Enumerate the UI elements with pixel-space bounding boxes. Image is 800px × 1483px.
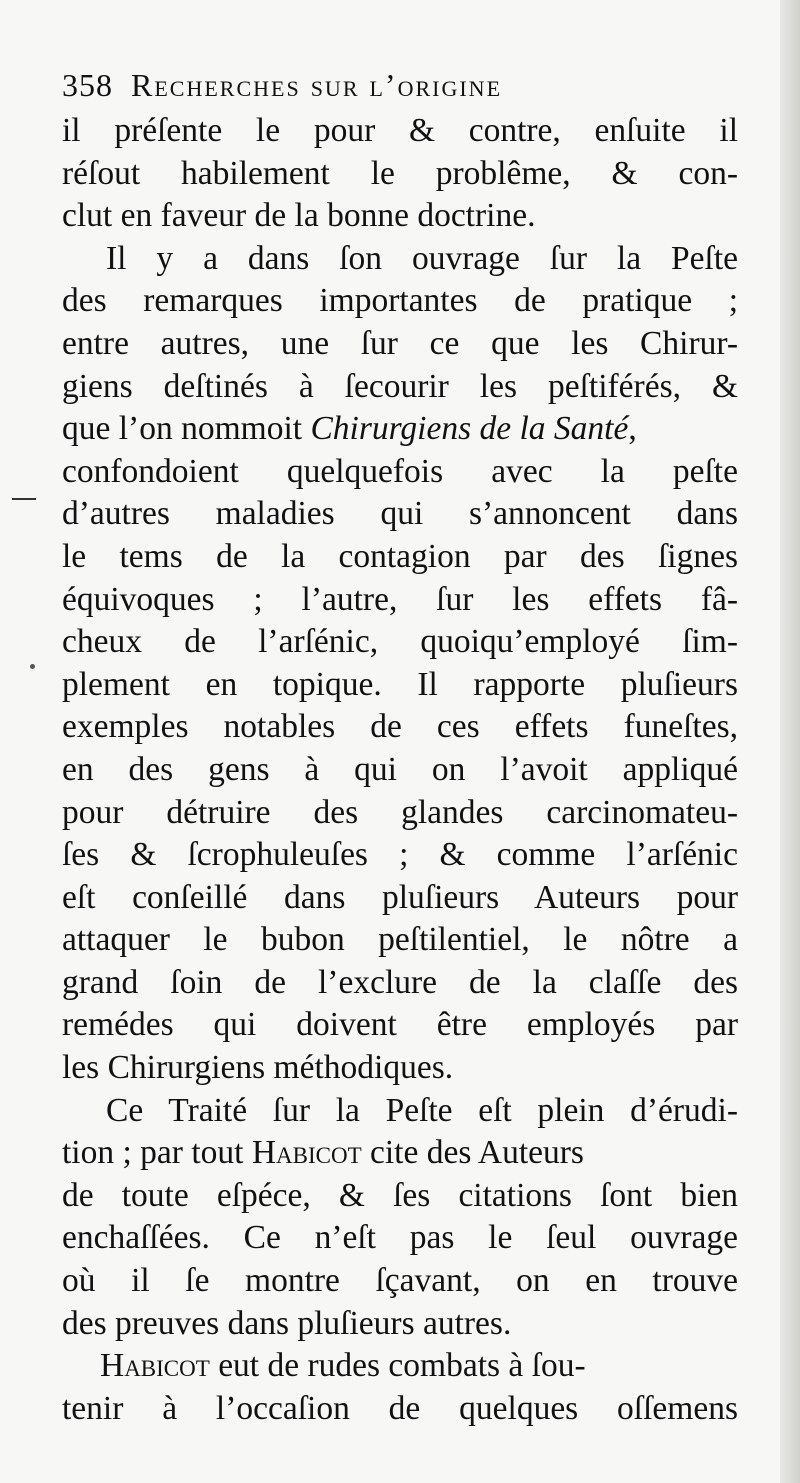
- text-line: enchaſſées. Ce n’eſt pas le ſeul ouvrage: [62, 1219, 738, 1257]
- text-line: il préſente le pour & contre, enſuite il: [62, 112, 738, 149]
- text-line: exemples notables de ces effets funeſtes,: [62, 708, 738, 746]
- text-line: [62, 1132, 738, 1175]
- text-line: d’autres maladies qui s’annoncent dans: [62, 495, 738, 533]
- margin-mark: [12, 498, 36, 500]
- author-name: Habicot: [251, 1134, 362, 1172]
- text-segment: tion ; par tout: [62, 1134, 244, 1172]
- text-line: des remarques importantes de pratique ;: [62, 282, 738, 320]
- italic-term: Chirurgiens de la Santé: [310, 410, 629, 448]
- running-title: Recherches sur l’origine: [131, 67, 503, 103]
- text-line: attaquer le bubon peſtilentiel, le nôtre a: [62, 921, 738, 959]
- running-head: [62, 60, 742, 110]
- text-line: remédes qui doivent être employés par: [62, 1006, 738, 1044]
- margin-dot: [30, 664, 35, 669]
- author-name: Habicot: [100, 1347, 210, 1385]
- text-line: [62, 1345, 738, 1388]
- page-gutter-shadow: [780, 0, 800, 1483]
- text-line: pour détruire des glandes carcinomateu-: [62, 793, 738, 831]
- page-number: 358: [62, 67, 113, 103]
- text-line: le tems de la contagion par des ſignes: [62, 537, 738, 575]
- text-segment: cite des Auteurs: [361, 1134, 584, 1172]
- text-line: confondoient quelquefois avec la peſte: [62, 452, 738, 490]
- text-line: où il ſe montre ſçavant, on en trouve: [62, 1262, 738, 1300]
- text-line: Il y a dans ſon ouvrage ſur la Peſte: [106, 239, 738, 277]
- text-segment: ,: [628, 410, 637, 448]
- text-line: ſes & ſcrophuleuſes ; & comme l’arſénic: [62, 836, 738, 874]
- text-line: giens deſtinés à ſecourir les peſtiférés, &: [62, 367, 738, 405]
- text-line: eſt conſeillé dans pluſieurs Auteurs pour: [62, 878, 738, 916]
- text-line: cheux de l’arſénic, quoiqu’employé ſim-: [62, 623, 738, 661]
- text-segment: que l’on nommoit: [62, 410, 303, 448]
- text-line: de toute eſpéce, & ſes citations ſont bien: [62, 1176, 738, 1214]
- text-line: en des gens à qui on l’avoit appliqué: [62, 750, 738, 788]
- text-line: les Chirurgiens méthodiques.: [62, 1049, 454, 1087]
- text-segment: eut de rudes combats à ſou-: [218, 1347, 586, 1385]
- text-line: équivoques ; l’autre, ſur les effets fâ-: [62, 580, 738, 618]
- text-line: tenir à l’occaſion de quelques oſſemens: [62, 1389, 738, 1427]
- text-line: Ce Traité ſur la Peſte eſt plein d’érudi-: [106, 1091, 738, 1129]
- text-line: entre autres, une ſur ce que les Chirur-: [62, 324, 738, 362]
- text-line: clut en faveur de la bonne doctrine.: [62, 197, 536, 235]
- text-line: plement en topique. Il rapporte pluſieurs: [62, 665, 738, 703]
- body-text: [62, 110, 738, 1430]
- text-line: [62, 408, 738, 451]
- text-line: des preuves dans pluſieurs autres.: [62, 1304, 512, 1342]
- text-line: réſout habilement le problême, & con-: [62, 154, 738, 192]
- text-line: grand ſoin de l’exclure de la claſſe des: [62, 963, 738, 1001]
